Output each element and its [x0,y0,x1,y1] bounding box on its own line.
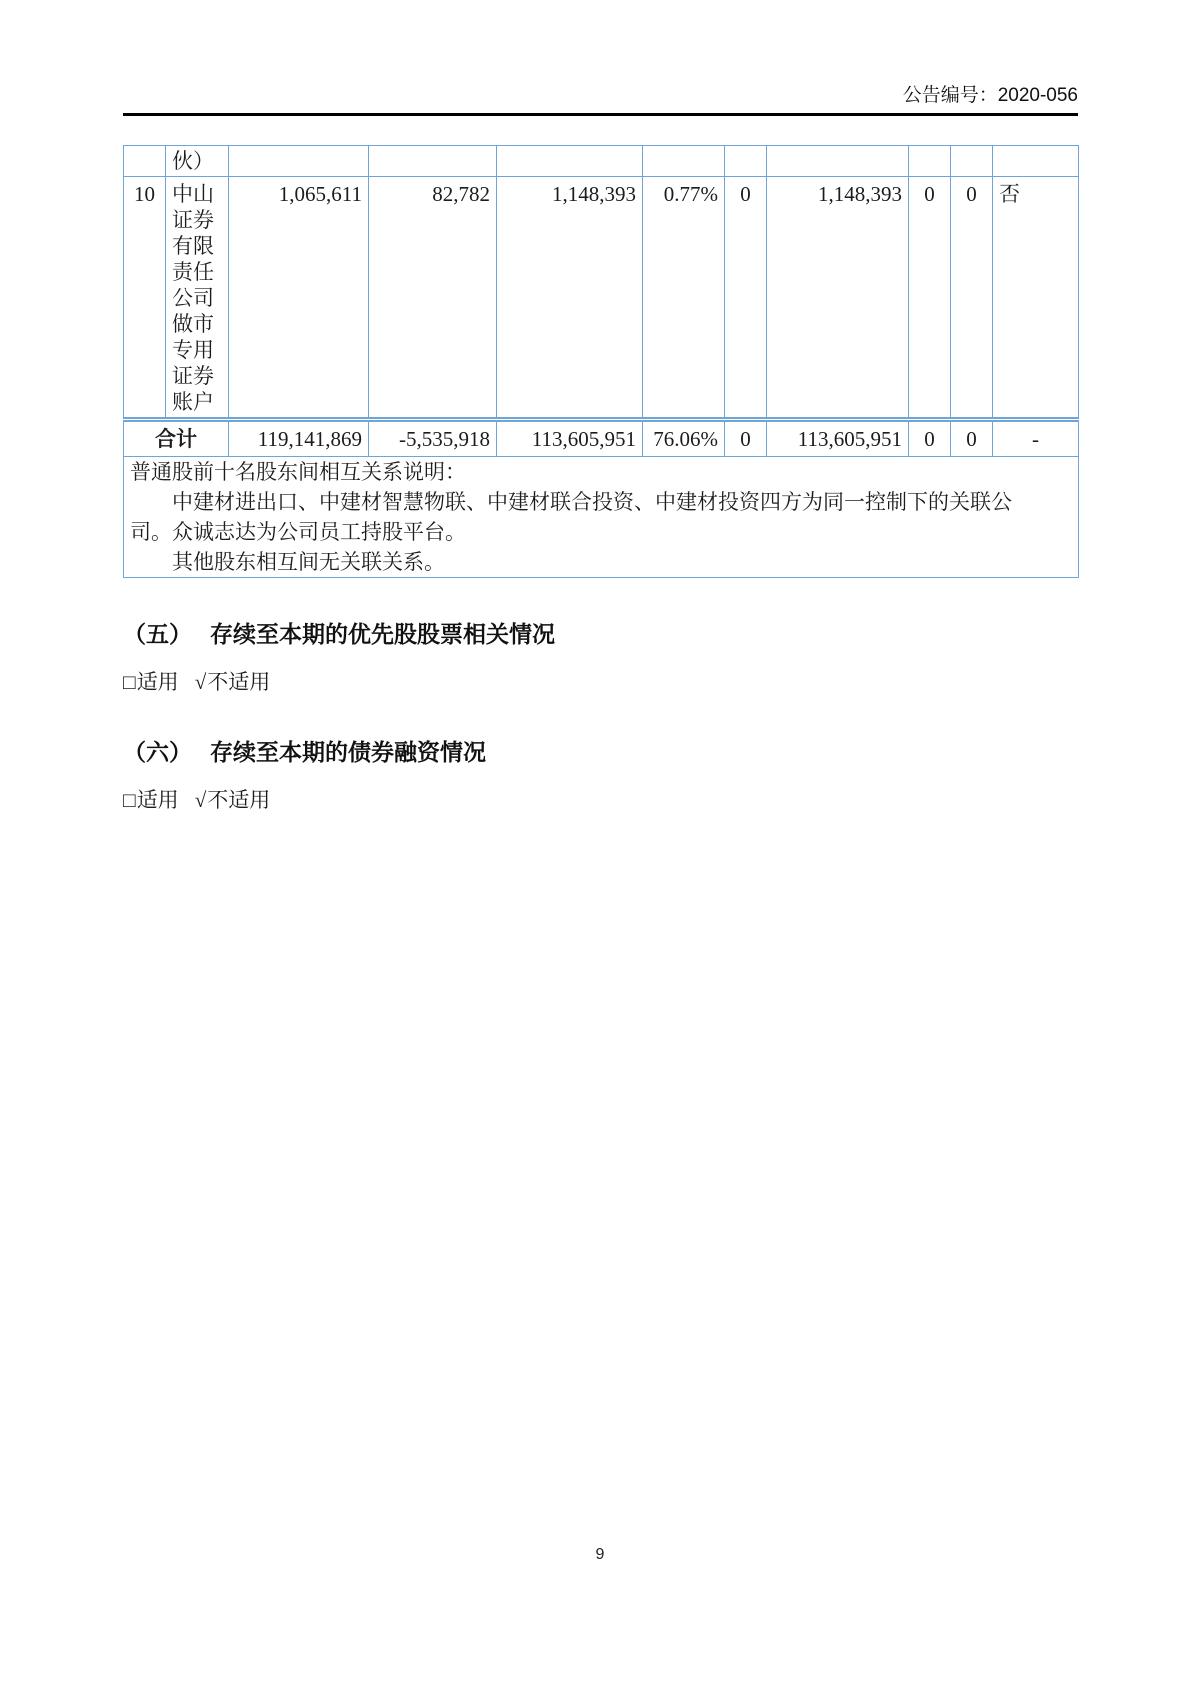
section-5-title: 存续至本期的优先股股票相关情况 [210,622,555,647]
table-row-10 [124,177,1079,420]
status-cell: 否 [993,177,1079,420]
notes-line: 中建材进出口、中建材智慧物联、中建材联合投资、中建材投资四方为同一控制下的关联公 [172,490,1012,514]
total-value-cell: 0 [725,420,767,457]
empty-cell [369,146,497,177]
empty-cell [993,146,1079,177]
empty-cell [643,146,725,177]
check-icon: √ [194,670,207,694]
page-number: 9 [595,1546,605,1563]
total-value-cell: 113,605,951 [767,420,909,457]
rank-cell: 10 [124,177,166,420]
value-cell: 82,782 [369,177,497,420]
section-6-number: （六） [123,740,192,765]
value-cell: 1,148,393 [497,177,643,420]
value-cell: 1,148,393 [767,177,909,420]
value-cell: 0 [951,177,993,420]
empty-cell [767,146,909,177]
not-applicable-label: 不适用 [207,670,271,694]
not-applicable-option [195,670,271,694]
empty-cell [909,146,951,177]
value-cell: 0 [909,177,951,420]
empty-cell [124,146,166,177]
table-row-continuation [124,146,1079,177]
empty-cell [497,146,643,177]
total-label-cell: 合计 [124,420,229,457]
header-divider [123,113,1078,116]
total-percent-cell: 76.06% [643,420,725,457]
shareholder-name-cell: 中山证券有限责任公司做市专用证券账户 [166,177,229,420]
page-content [123,0,1078,814]
empty-cell [229,146,369,177]
shareholder-name-fragment: 伙） [166,146,229,177]
checkbox-unchecked-icon: □ [123,788,136,812]
applicable-option [123,670,179,694]
percent-cell: 0.77% [643,177,725,420]
notes-cell [124,457,1079,578]
value-cell: 0 [725,177,767,420]
total-value-cell: -5,535,918 [369,420,497,457]
value-cell: 1,065,611 [229,177,369,420]
section-6-heading [123,734,1078,767]
applicable-label: 适用 [136,788,179,812]
checkbox-unchecked-icon: □ [123,670,136,694]
notes-title: 普通股前十名股东间相互关系说明： [130,460,466,484]
section-5-number: （五） [123,622,192,647]
notes-line: 司。众诚志达为公司员工持股平台。 [130,520,466,544]
section-5-applicability [123,666,1078,696]
total-value-cell: 113,605,951 [497,420,643,457]
empty-cell [951,146,993,177]
section-6-applicability [123,784,1078,814]
applicable-option [123,788,179,812]
table-row-notes [124,457,1079,578]
section-6-title: 存续至本期的债券融资情况 [210,740,486,765]
applicable-label: 适用 [136,670,179,694]
announcement-number: 公告编号：2020-056 [902,85,1078,106]
section-5-heading [123,616,1078,649]
total-value-cell: 119,141,869 [229,420,369,457]
table-row-total [124,420,1079,457]
notes-line: 其他股东相互间无关联关系。 [172,550,445,574]
check-icon: √ [194,788,207,812]
total-value-cell: 0 [951,420,993,457]
total-value-cell: 0 [909,420,951,457]
not-applicable-label: 不适用 [207,788,271,812]
total-dash-cell: - [993,420,1079,457]
shareholders-table [123,145,1079,578]
not-applicable-option [195,788,271,812]
empty-cell [725,146,767,177]
